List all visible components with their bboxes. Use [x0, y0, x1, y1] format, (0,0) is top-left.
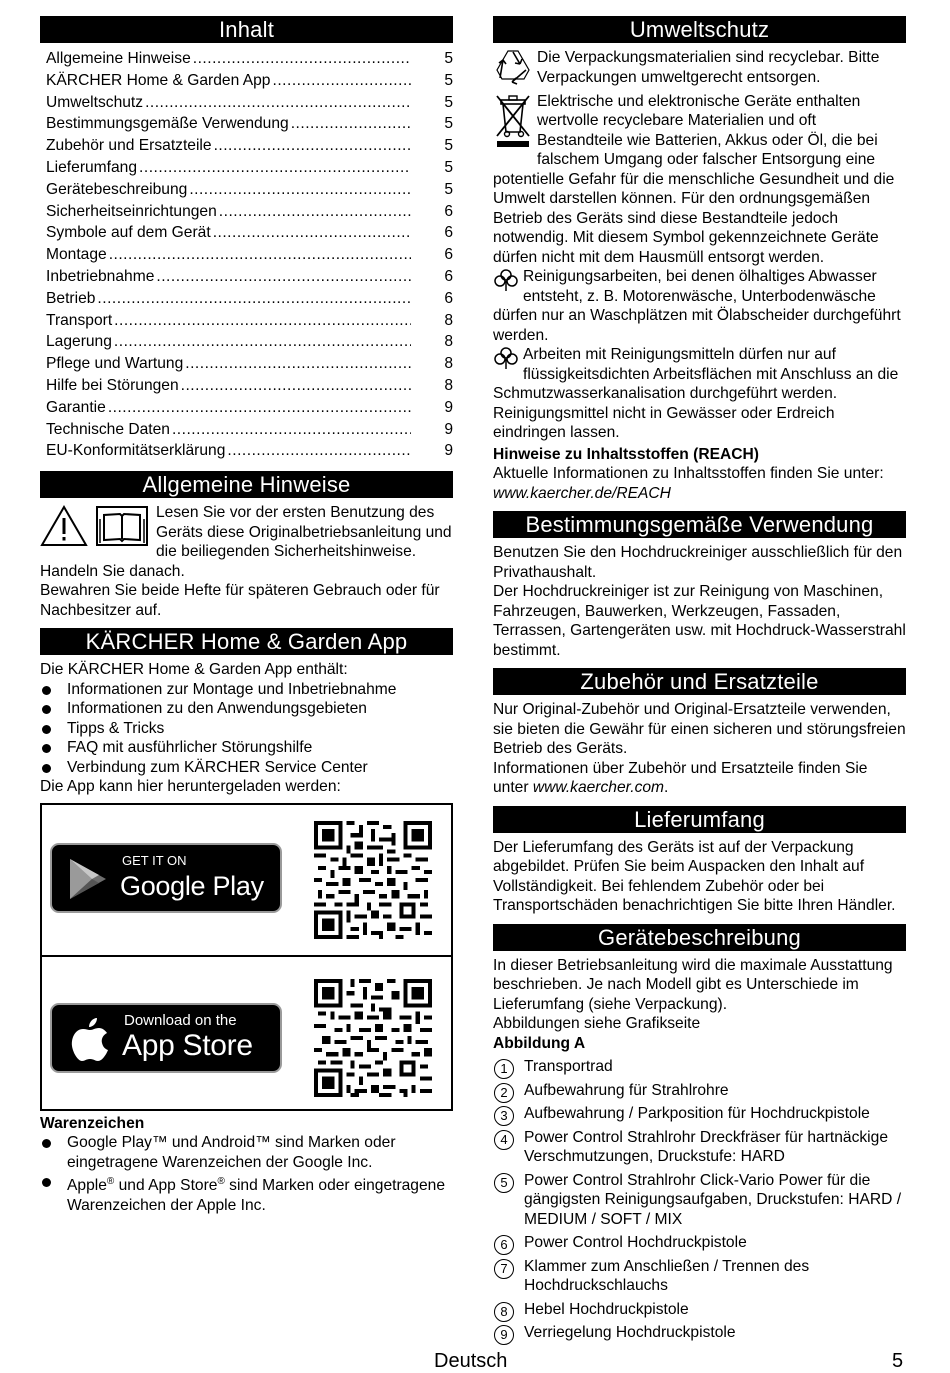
toc-page: 9	[444, 442, 453, 460]
geraet-p1: In dieser Betriebsanleitung wird die maximale Ausstattung beschrieben. Je nach Modell gibt es Unterschiede im Lieferumfang (siehe Verpackung).	[493, 956, 893, 1013]
toc-page: 5	[444, 180, 453, 198]
toc-item[interactable]	[46, 440, 453, 462]
item-number: 5	[494, 1173, 514, 1193]
google-play-qr-code[interactable]	[314, 821, 432, 939]
list-item	[493, 1233, 906, 1253]
section-heading-umweltschutz: Umweltschutz	[493, 16, 906, 43]
umweltschutz-p3: Reinigungsarbeiten, bei denen ölhaltiges Abwasser entsteht, z. B. Motorenwäsche, Unterbodenwäsche dürfen nur an Waschplätzen mit Ölabscheider durchgeführt werden.	[493, 268, 901, 344]
section-heading-verwendung: Bestimmungsgemäße Verwendung	[493, 511, 906, 538]
toc-label: Allgemeine Hinweise	[46, 50, 191, 67]
toc-item[interactable]	[46, 419, 453, 441]
environment-icon	[493, 345, 519, 377]
reach-paragraph	[493, 464, 906, 503]
toc-item[interactable]	[46, 222, 453, 244]
toc-page: 5	[444, 137, 453, 155]
toc-page: 6	[444, 224, 453, 242]
app-store-qr-code[interactable]	[314, 979, 432, 1097]
app-store-big-text: App Store	[122, 1028, 253, 1062]
read-manual-icon	[97, 507, 147, 545]
toc-label: Pflege und Wartung	[46, 355, 184, 373]
toc-label: Zubehör und Ersatzteile	[46, 137, 212, 155]
app-features-list	[40, 680, 453, 778]
umweltschutz-p1: Die Verpackungsmaterialien sind recyclebar. Bitte Verpackungen umweltgerecht entsorgen.	[537, 49, 880, 86]
toc-item[interactable]	[46, 201, 453, 223]
item-number: 3	[494, 1106, 514, 1126]
recycling-icon	[493, 48, 533, 92]
toc-label: Bestimmungsgemäße Verwendung	[46, 115, 289, 133]
toc-label: Transport	[46, 311, 113, 329]
toc-page: 5	[444, 50, 453, 67]
google-play-row	[42, 805, 451, 957]
toc-page: 8	[444, 333, 453, 351]
item-text: Aufbewahrung für Strahlrohre	[524, 1081, 729, 1099]
list-item	[493, 1081, 906, 1101]
item-text: Power Control Strahlrohr Click-Vario Power für die gängigsten Reinigungsaufgaben, Druckstufen: HARD / MEDIUM / SOFT / MIX	[524, 1171, 902, 1228]
zubehoer-p2-text: Informationen über Zubehör und Ersatzteile finden Sie unter	[493, 759, 868, 796]
toc-item[interactable]	[46, 331, 453, 353]
toc-item[interactable]	[46, 70, 453, 92]
app-intro: Die KÄRCHER Home & Garden App enthält:	[40, 661, 348, 679]
toc-item[interactable]	[46, 375, 453, 397]
toc-page: 6	[444, 202, 453, 220]
list-item: Verbindung zum KÄRCHER Service Center	[40, 758, 453, 778]
umweltschutz-p4: Arbeiten mit Reinigungsmitteln dürfen nur auf flüssigkeitsdichten Arbeitsflächen mit Anschluss an die Schmutzwasserkanalisation durchgeführt werden. Reinigungsmittel nicht in Gewässer oder Erdreich eindringen lassen.	[493, 346, 899, 441]
toc-page: 5	[444, 158, 453, 176]
item-number: 4	[494, 1130, 514, 1150]
warning-triangle-icon	[42, 507, 86, 545]
list-item	[493, 1257, 906, 1296]
google-play-big-text: Google Play	[120, 870, 264, 901]
registered-mark: ®	[106, 1176, 115, 1188]
right-column	[493, 16, 906, 1347]
list-item	[493, 1104, 906, 1124]
item-text: Aufbewahrung / Parkposition für Hochdruckpistole	[524, 1105, 870, 1122]
toc-label: Montage	[46, 246, 107, 264]
app-store-trademark-text: und App Store	[114, 1177, 218, 1195]
app-store-badge[interactable]	[50, 1003, 282, 1073]
toc-page: 8	[444, 355, 453, 373]
toc-item[interactable]	[46, 113, 453, 135]
warning-manual-icons	[40, 503, 150, 555]
toc-item[interactable]	[46, 48, 453, 70]
google-play-icon	[66, 857, 110, 901]
umweltschutz-p2: Elektrische und elektronische Geräte enthalten wertvolle recyclebare Materialien und oft Bestandteile wie Batterien, Akkus oder Öl, die bei falschem Umgang oder falscher Entsorgung eine potentielle Gefahr für die menschliche Gesundheit und die Umwelt darstellen können. Für den ordnungsgemäßen Betrieb des Geräts sind diese Bestandteile jedoch notwendig. Mit diesem Symbol gekennzeichnete Geräte dürfen nicht mit dem Hausmüll entsorgt werden.	[493, 92, 895, 266]
zubehoer-p2	[493, 759, 906, 798]
toc-item[interactable]	[46, 288, 453, 310]
verwendung-p2: Der Hochdruckreiniger ist zur Reinigung von Maschinen, Fahrzeugen, Bauwerken, Werkzeugen, Fassaden, Terrassen, Gartengeräten usw. mit Hochdruck-Wasserstrahl bestimmt.	[493, 583, 906, 659]
abbildung-label: Abbildung A	[493, 1034, 586, 1052]
warenzeichen-heading: Warenzeichen	[40, 1114, 145, 1132]
app-store-small-text: Download on the	[124, 1011, 237, 1029]
toc-label: KÄRCHER Home & Garden App	[46, 71, 271, 89]
environment-icon	[493, 267, 519, 299]
toc-label: Lieferumfang	[46, 158, 138, 176]
toc-item[interactable]	[46, 353, 453, 375]
item-number: 7	[494, 1259, 514, 1279]
toc-label: Symbole auf dem Gerät	[46, 224, 211, 242]
reach-link[interactable]: www.kaercher.de/REACH	[493, 484, 671, 502]
umweltschutz-oil	[493, 267, 906, 345]
footer-page-number: 5	[892, 1350, 904, 1372]
toc-label: Gerätebeschreibung	[46, 180, 188, 198]
toc-page: 5	[444, 71, 453, 89]
item-number: 2	[494, 1083, 514, 1103]
toc-item[interactable]	[46, 135, 453, 157]
toc-page: 6	[444, 246, 453, 264]
list-item	[493, 1323, 906, 1343]
toc-label: Lagerung	[46, 333, 112, 351]
umweltschutz-recycling	[493, 48, 906, 92]
parts-list	[493, 1057, 906, 1343]
item-text: Transportrad	[524, 1058, 613, 1075]
item-number: 1	[494, 1059, 514, 1079]
toc-page: 8	[444, 376, 453, 394]
toc-label: Garantie	[46, 398, 106, 416]
toc-page: 8	[444, 311, 453, 329]
list-item: FAQ mit ausführlicher Störungshilfe	[40, 738, 453, 758]
section-heading-inhalt: Inhalt	[40, 16, 453, 43]
list-item	[493, 1171, 906, 1230]
allgemeine-hinweise-p2: Bewahren Sie beide Hefte für späteren Gebrauch oder für Nachbesitzer auf.	[40, 582, 440, 619]
toc-item[interactable]	[46, 157, 453, 179]
list-item: Informationen zur Montage und Inbetriebnahme	[40, 680, 453, 700]
allgemeine-hinweise-body	[40, 503, 453, 620]
app-store-box	[40, 803, 453, 1111]
left-column	[40, 16, 453, 1215]
item-text: Verriegelung Hochdruckpistole	[524, 1324, 736, 1341]
allgemeine-hinweise-p1: Lesen Sie vor der ersten Benutzung des Geräts diese Originalbetriebsanleitung und die beiliegenden Sicherheitshinweise. Handeln Sie danach.	[40, 504, 452, 580]
section-heading-geraetebeschreibung: Gerätebeschreibung	[493, 924, 906, 951]
item-text: Power Control Hochdruckpistole	[524, 1234, 747, 1251]
toc-label: Inbetriebnahme	[46, 267, 155, 285]
toc-page: 9	[444, 398, 453, 416]
google-play-badge[interactable]	[50, 843, 282, 913]
list-item: Google Play™ und Android™ sind Marken oder eingetragene Warenzeichen der Google Inc.	[40, 1133, 453, 1172]
footer-language: Deutsch	[434, 1350, 508, 1372]
app-store-row	[42, 959, 451, 1111]
toc-item[interactable]	[46, 397, 453, 419]
item-number: 6	[494, 1235, 514, 1255]
table-of-contents	[40, 48, 453, 462]
toc-item[interactable]	[46, 244, 453, 266]
toc-item[interactable]	[46, 179, 453, 201]
section-heading-allgemeine-hinweise: Allgemeine Hinweise	[40, 471, 453, 498]
umweltschutz-cleaning-agents	[493, 345, 906, 443]
toc-item[interactable]	[46, 310, 453, 332]
list-item	[493, 1300, 906, 1320]
list-item	[40, 1172, 453, 1215]
toc-item[interactable]	[46, 266, 453, 288]
app-download-text: Die App kann hier heruntergeladen werden:	[40, 778, 341, 796]
reach-text: Aktuelle Informationen zu Inhaltsstoffen finden Sie unter:	[493, 465, 884, 482]
geraet-p2: Abbildungen siehe Grafikseite	[493, 1015, 701, 1032]
warenzeichen-list	[40, 1133, 453, 1215]
toc-page: 6	[444, 289, 453, 307]
kaercher-link[interactable]: www.kaercher.com	[532, 779, 665, 796]
trademark-rest-text: sind Marken oder eingetragene Warenzeichen der Apple Inc.	[67, 1177, 445, 1214]
section-heading-app: KÄRCHER Home & Garden App	[40, 628, 453, 655]
registered-mark: ®	[217, 1176, 225, 1188]
google-play-small-text: GET IT ON	[122, 852, 187, 868]
reach-heading: Hinweise zu Inhaltsstoffen (REACH)	[493, 445, 759, 463]
list-item	[493, 1128, 906, 1167]
umweltschutz-weee	[493, 92, 906, 268]
toc-label: Technische Daten	[46, 420, 170, 438]
zubehoer-p2-end: .	[664, 779, 669, 796]
toc-label: Umweltschutz	[46, 93, 144, 111]
toc-page: 9	[444, 420, 453, 438]
toc-label: Betrieb	[46, 289, 96, 307]
toc-label: EU-Konformitätserklärung	[46, 442, 226, 460]
item-text: Power Control Strahlrohr Dreckfräser für hartnäckige Verschmutzungen, Druckstufe: HARD	[524, 1128, 888, 1165]
list-item: Informationen zu den Anwendungsgebieten	[40, 699, 453, 719]
zubehoer-p1: Nur Original-Zubehör und Original-Ersatzteile verwenden, sie bieten die Gewähr für einen sicheren und störungsfreien Betrieb des Geräts.	[493, 701, 906, 757]
toc-label: Hilfe bei Störungen	[46, 376, 179, 394]
toc-page: 6	[444, 267, 453, 285]
item-number: 8	[494, 1302, 514, 1322]
toc-label: Sicherheitseinrichtungen	[46, 202, 217, 220]
section-heading-zubehoer: Zubehör und Ersatzteile	[493, 668, 906, 695]
apple-trademark-text: Apple	[67, 1177, 107, 1195]
list-item: Tipps & Tricks	[40, 719, 453, 739]
apple-icon	[70, 1015, 110, 1063]
item-text: Hebel Hochdruckpistole	[524, 1300, 689, 1318]
list-item	[493, 1057, 906, 1077]
toc-item[interactable]	[46, 92, 453, 114]
verwendung-p1: Benutzen Sie den Hochdruckreiniger ausschließlich für den Privathaushalt.	[493, 544, 903, 581]
toc-page: 5	[444, 93, 453, 111]
lieferumfang-p1: Der Lieferumfang des Geräts ist auf der Verpackung abgebildet. Prüfen Sie beim Auspacken den Inhalt auf Vollständigkeit. Bei fehlendem Zubehör oder bei Transportschäden benachrichtigen Sie bitte Ihren Händler.	[493, 838, 896, 914]
item-number: 9	[494, 1325, 514, 1345]
item-text: Klammer zum Anschließen / Trennen des Hochdruckschlauchs	[524, 1257, 810, 1294]
section-heading-lieferumfang: Lieferumfang	[493, 806, 906, 833]
toc-page: 5	[444, 115, 453, 133]
crossed-bin-icon	[493, 92, 533, 156]
